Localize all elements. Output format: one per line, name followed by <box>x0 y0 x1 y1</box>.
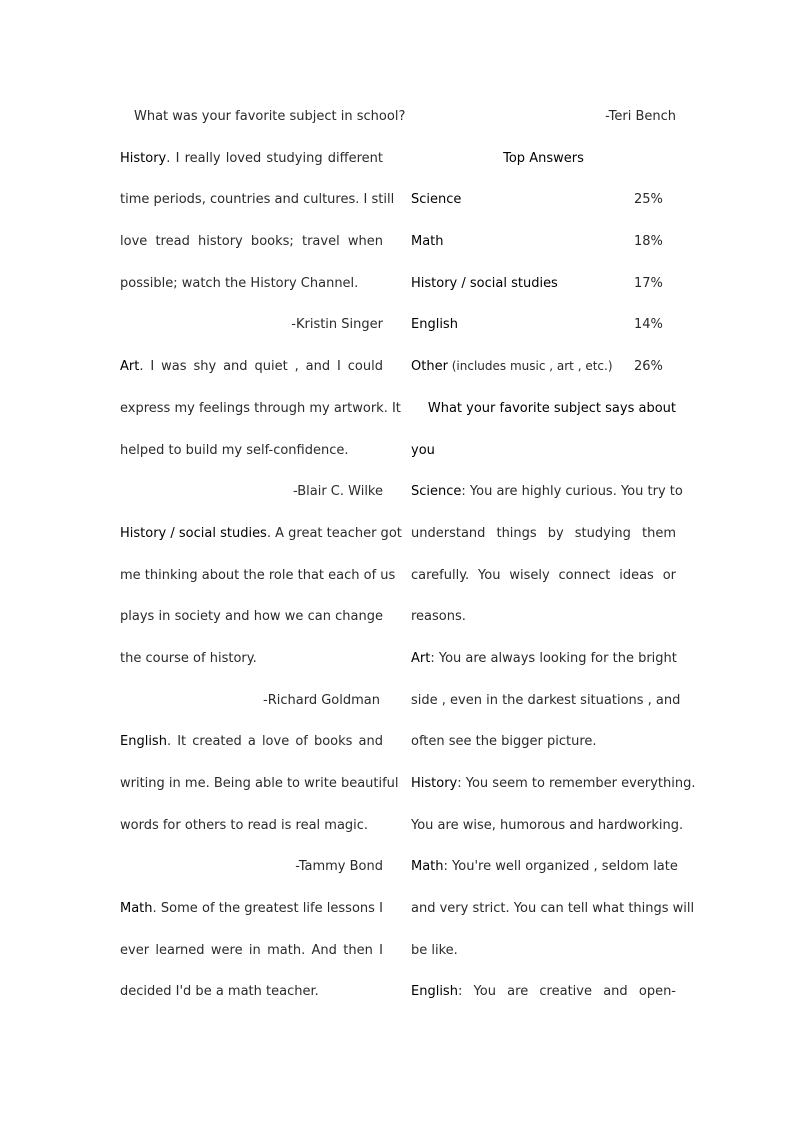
entry-subject: English <box>120 734 167 750</box>
says-math-line-1: Math: You're well organized , seldom late <box>411 859 678 875</box>
top-answer-subject: English <box>411 317 458 333</box>
says-art-line-1: Art: You are always looking for the bright <box>411 650 677 666</box>
says-subject: English <box>411 984 458 1000</box>
entry-line: plays in society and how we can change <box>120 609 383 625</box>
entry-line: decided I'd be a math teacher. <box>120 984 319 1000</box>
says-subject: Math <box>411 859 444 875</box>
top-answers-title: Top Answers <box>503 150 584 166</box>
top-answer-row <box>411 263 676 305</box>
says-line: reasons. <box>411 609 466 625</box>
entry-subject: History <box>120 150 167 166</box>
entry-subject: History / social studies <box>120 525 267 541</box>
entry-math-line-1: Math. Some of the greatest life lessons I <box>120 901 383 917</box>
entry-line: love tread history books; travel when <box>120 234 383 250</box>
entry-author: -Kristin Singer <box>291 317 383 333</box>
says-title-cont: you <box>411 442 435 458</box>
entry-english-line-1: English. It created a love of books and <box>120 734 383 750</box>
top-answer-subject: Science <box>411 192 462 208</box>
top-answer-percent: 14% <box>634 317 663 333</box>
says-line: be like. <box>411 942 458 958</box>
top-answer-subject: Math <box>411 234 444 250</box>
top-answer-percent: 17% <box>634 275 663 291</box>
entry-line: the course of history. <box>120 650 257 666</box>
entry-line: helped to build my self-confidence. <box>120 442 349 458</box>
top-answer-row <box>411 346 676 388</box>
question-heading: What was your favorite subject in school? <box>134 109 406 124</box>
entry-author: -Teri Bench <box>605 109 676 124</box>
top-answer-note: (includes music , art , etc.) <box>447 359 613 374</box>
top-answer-percent: 25% <box>634 192 663 208</box>
top-answer-percent: 18% <box>634 234 663 250</box>
top-answer-percent: 26% <box>634 359 663 375</box>
entry-line: express my feelings through my artwork. It <box>120 400 401 416</box>
says-line: side , even in the darkest situations , and <box>411 692 681 708</box>
says-line: You are wise, humorous and hardworking. <box>411 817 684 833</box>
entry-line: time periods, countries and cultures. I still <box>120 192 395 208</box>
says-title: What your favorite subject says about <box>427 400 676 416</box>
says-subject: History <box>411 776 458 791</box>
entry-author: -Tammy Bond <box>295 859 383 875</box>
says-subject: Science <box>411 484 462 500</box>
entry-line: words for others to read is real magic. <box>120 817 369 833</box>
entry-line: possible; watch the History Channel. <box>120 275 359 291</box>
top-answer-subject: Other <box>411 359 448 375</box>
says-subject: Art <box>411 650 431 666</box>
entry-line: writing in me. Being able to write beautiful <box>120 776 399 791</box>
entry-author: -Richard Goldman <box>263 692 380 708</box>
says-line: and very strict. You can tell what things will <box>411 901 695 917</box>
right-column <box>411 96 696 1013</box>
entry-author: -Blair C. Wilke <box>292 484 383 500</box>
entry-history-line-1: History. I really loved studying different <box>120 150 383 166</box>
top-answer-row <box>411 304 676 346</box>
entry-line: ever learned were in math. And then I <box>120 942 383 958</box>
entry-subject: Math <box>120 901 153 917</box>
left-column <box>120 96 406 1013</box>
says-history-line-1: History: You seem to remember everything. <box>411 776 696 791</box>
entry-art-line-1: Art. I was shy and quiet , and I could <box>120 359 383 375</box>
says-line: understand things by studying them <box>411 525 676 541</box>
entry-social-studies-line-1: History / social studies. A great teacher got <box>120 525 402 541</box>
top-answer-row <box>411 179 676 221</box>
says-line: carefully. You wisely connect ideas or <box>411 567 676 583</box>
top-answer-row <box>411 221 676 263</box>
says-line: often see the bigger picture. <box>411 734 597 750</box>
says-science-line-1: Science: You are highly curious. You try to <box>411 484 683 500</box>
says-english-line-1: English: You are creative and open- <box>411 984 676 1000</box>
entry-subject: Art <box>120 359 140 375</box>
entry-line: me thinking about the role that each of us <box>120 567 396 583</box>
top-answer-subject: History / social studies <box>411 275 558 291</box>
